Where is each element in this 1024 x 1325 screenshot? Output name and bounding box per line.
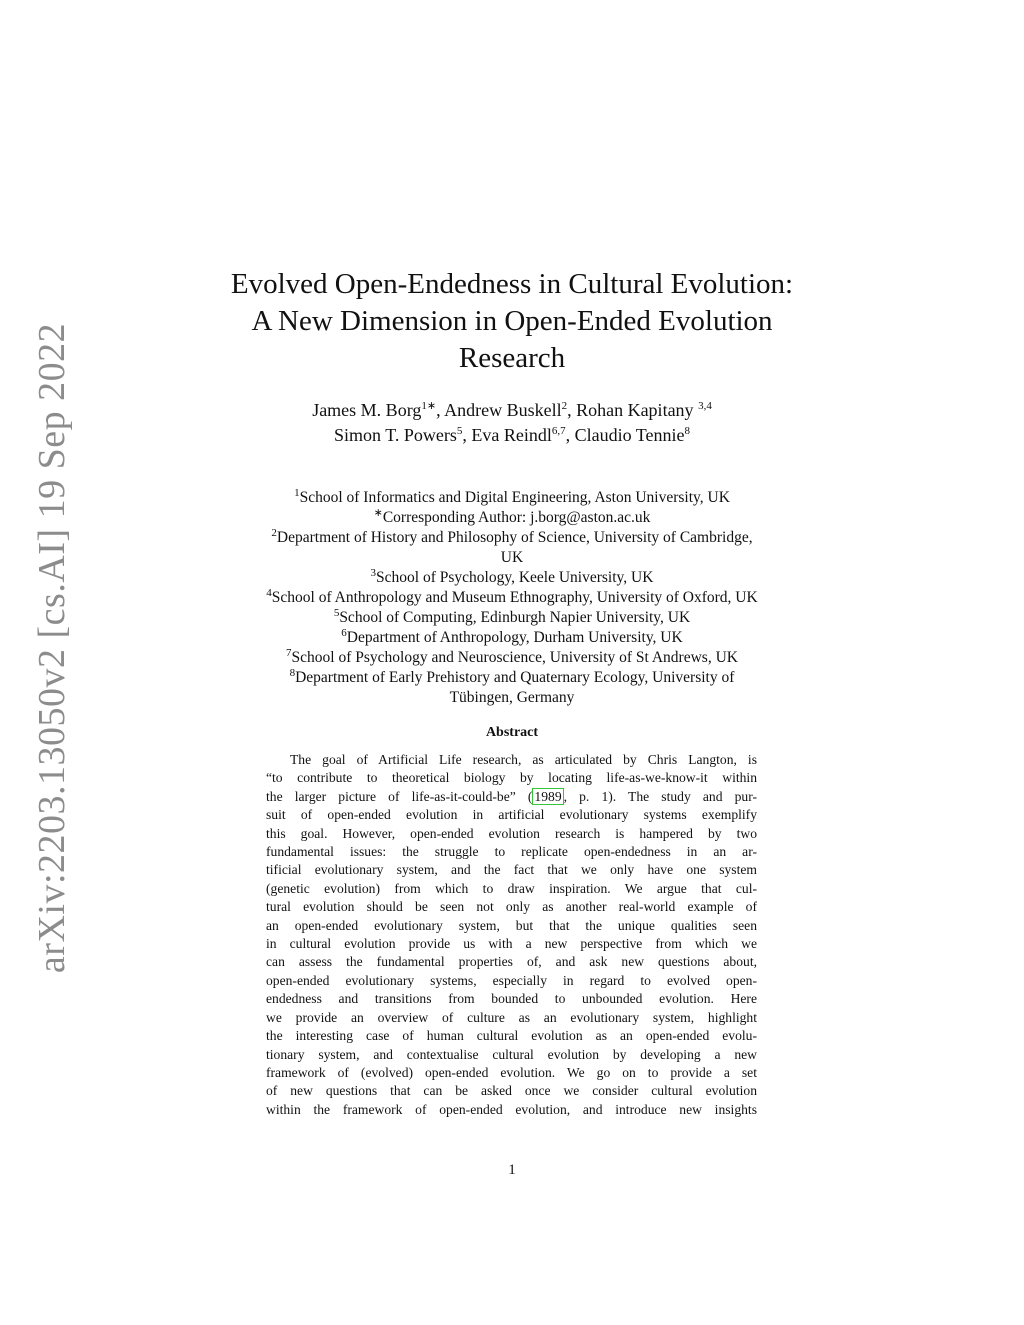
abstract-line: The goal of Artificial Life research, as articulated by Chris Langton, is xyxy=(290,752,757,767)
abstract-line: tificial evolutionary system, and the fact that we only have one system xyxy=(266,862,757,878)
abstract-line: suit of open-ended evolution in artificial evolutionary systems exemplify xyxy=(266,807,757,823)
abstract-text: the larger picture of life-as-it-could-be” ( xyxy=(266,788,533,804)
author-line-2 xyxy=(200,423,824,448)
affiliation-item xyxy=(200,588,824,608)
abstract-line: “to contribute to theoretical biology by locating life-as-we-know-it within xyxy=(266,770,757,786)
title-line-2: A New Dimension in Open-Ended Evolution xyxy=(251,305,773,337)
affiliation-item xyxy=(200,628,824,648)
abstract-line: can assess the fundamental properties of, and ask new questions about, xyxy=(266,954,757,970)
title-line-3: Research xyxy=(458,342,566,374)
citation-link[interactable]: 1989 xyxy=(534,788,562,804)
affiliation-item xyxy=(200,548,824,568)
abstract-line xyxy=(266,788,757,806)
paper-title xyxy=(200,266,824,377)
affiliation-text: School of Informatics and Digital Engineering, Aston University, UK xyxy=(299,489,730,506)
affiliation-mark: 4 xyxy=(266,586,272,599)
abstract-line: we provide an overview of culture as an evolutionary system, highlight xyxy=(266,1009,757,1025)
affiliation-mark: 2 xyxy=(271,526,277,539)
arxiv-identifier-stamp: arXiv:2203.13050v2 [cs.AI] 19 Sep 2022 xyxy=(31,322,73,974)
author-affiliation-mark: 8 xyxy=(684,425,690,437)
abstract-line: framework of (evolved) open-ended evolution. We go on to provide a set xyxy=(266,1064,757,1080)
affiliation-item xyxy=(200,528,824,548)
author-name: , Andrew Buskell xyxy=(436,400,562,420)
affiliation-text: School of Anthropology and Museum Ethnography, University of Oxford, UK xyxy=(271,589,758,606)
abstract-line: of new questions that can be asked once we consider cultural evolution xyxy=(266,1083,757,1099)
abstract-line: in cultural evolution provide us with a new perspective from which we xyxy=(266,936,757,952)
author-affiliation-mark: 3,4 xyxy=(698,400,712,412)
affiliation-text: Tübingen, Germany xyxy=(449,689,575,706)
abstract-heading: Abstract xyxy=(485,725,539,740)
author-name: James M. Borg xyxy=(312,400,422,420)
author-name: , Claudio Tennie xyxy=(565,425,685,445)
corresponding-author-text: Corresponding Author: j.borg@aston.ac.uk xyxy=(382,509,651,526)
abstract-line: this goal. However, open-ended evolution research is hampered by two xyxy=(266,825,757,841)
abstract-line: fundamental issues: the struggle to replicate open-endedness in an ar- xyxy=(266,844,757,860)
affiliation-item xyxy=(200,608,824,628)
abstract-remaining-lines xyxy=(266,806,757,1119)
affiliation-item xyxy=(200,668,824,688)
abstract-line: the interesting case of human cultural evolution as an open-ended evolu- xyxy=(266,1028,757,1044)
affiliation-item xyxy=(200,568,824,588)
affiliation-mark: 8 xyxy=(289,666,296,679)
author-line-1 xyxy=(200,398,824,423)
abstract-line: endedness and transitions from bounded to unbounded evolution. Here xyxy=(266,991,757,1007)
abstract-line: an open-ended evolutionary system, but that the unique qualities seen xyxy=(266,917,757,933)
author-list xyxy=(200,398,824,448)
affiliation-text: School of Psychology and Neuroscience, University of St Andrews, UK xyxy=(291,649,738,666)
abstract-line: tionary system, and contextualise cultural evolution by developing a new xyxy=(266,1046,757,1062)
affiliation-text: Department of History and Philosophy of Science, University of Cambridge, xyxy=(276,529,753,546)
author-affiliation-mark: 5 xyxy=(456,425,463,437)
author-affiliation-mark: 6,7 xyxy=(551,425,566,437)
affiliation-item xyxy=(200,648,824,668)
author-name: , Eva Reindl xyxy=(462,425,552,445)
affiliation-text: School of Psychology, Keele University, UK xyxy=(376,569,654,586)
affiliation-list xyxy=(200,488,824,708)
affiliation-item xyxy=(200,488,824,508)
affiliation-text: Department of Early Prehistory and Quaternary Ecology, University of xyxy=(295,669,735,686)
abstract-text: , p. 1). The study and pur- xyxy=(563,788,757,804)
abstract-line: (genetic evolution) from which to draw inspiration. We argue that cul- xyxy=(266,880,757,896)
affiliation-item xyxy=(200,508,824,528)
abstract-line: open-ended evolutionary systems, especially in regard to evolved open- xyxy=(266,972,757,988)
affiliation-mark: 7 xyxy=(286,646,292,659)
author-name: Simon T. Powers xyxy=(334,425,457,445)
affiliation-text: School of Computing, Edinburgh Napier University, UK xyxy=(339,609,691,626)
author-affiliation-mark: 2 xyxy=(561,400,568,412)
abstract-line: tural evolution should be seen not only as another real-world example of xyxy=(266,899,757,915)
affiliation-text: Department of Anthropology, Durham University, UK xyxy=(346,629,683,646)
abstract-body xyxy=(266,751,757,1119)
affiliation-text: UK xyxy=(500,549,524,566)
affiliation-mark: 1 xyxy=(294,486,300,499)
affiliation-mark: 3 xyxy=(370,566,377,579)
affiliation-mark: 6 xyxy=(341,626,347,639)
author-name: , Rohan Kapitany xyxy=(567,400,699,420)
author-affiliation-mark: 1∗ xyxy=(421,400,437,412)
affiliation-mark: ∗ xyxy=(373,506,383,519)
affiliation-item xyxy=(200,688,824,708)
page-number: 1 xyxy=(508,1162,516,1178)
title-line-1: Evolved Open-Endedness in Cultural Evolution: xyxy=(230,268,794,300)
affiliation-mark: 5 xyxy=(333,606,340,619)
abstract-line: within the framework of open-ended evolution, and introduce new insights xyxy=(266,1101,757,1117)
